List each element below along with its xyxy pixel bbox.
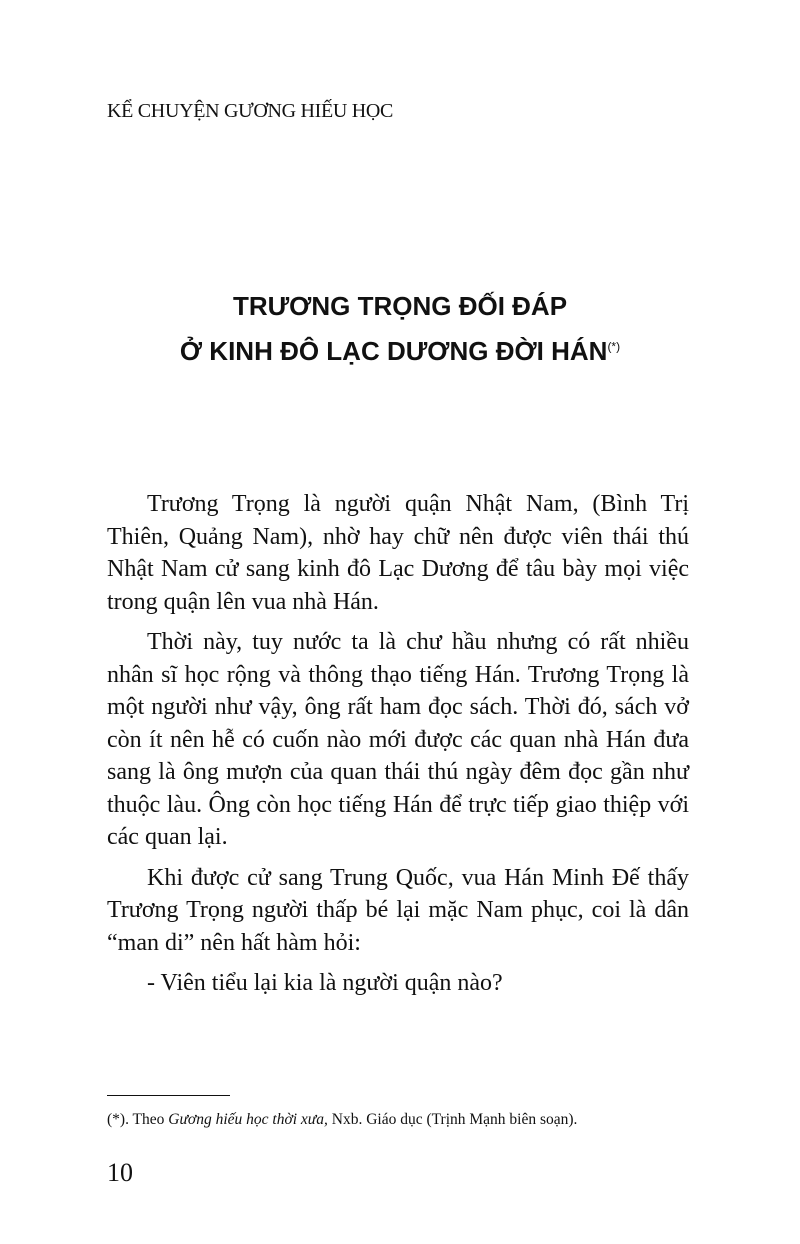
body-text	[107, 488, 689, 1008]
footnote-source-title: Gương hiếu học thời xưa,	[168, 1111, 328, 1128]
chapter-title-line-2	[0, 336, 800, 367]
paragraph-3: Khi được cử sang Trung Quốc, vua Hán Minh Đế thấy Trương Trọng người thấp bé lại mặc Nam phục, coi là dân “man di” nên hất hàm hỏi:	[107, 864, 689, 956]
running-header: KỂ CHUYỆN GƯƠNG HIẾU HỌC	[107, 100, 394, 122]
footnote-publisher: Nxb. Giáo dục (Trịnh Mạnh biên soạn).	[327, 1111, 578, 1128]
chapter-title-line-2-text: Ở KINH ĐÔ LẠC DƯƠNG ĐỜI HÁN	[179, 336, 608, 366]
chapter-title-line-1: TRƯƠNG TRỌNG ĐỐI ĐÁP	[232, 291, 568, 321]
page-number: 10	[107, 1158, 133, 1187]
title-footnote-marker: (*)	[607, 339, 621, 354]
paragraph-2: Thời này, tuy nước ta là chư hầu nhưng có rất nhiều nhân sĩ học rộng và thông thạo tiếng Hán. Trương Trọng là một người như vậy, ông rất ham đọc sách. Thời đó, sách vở còn ít nên hễ có cuốn nào mới được các quan nhà Hán đưa sang là ông mượn của quan thái thú ngày đêm đọc gần như thuộc làu. Ông còn học tiếng Hán để trực tiếp giao thiệp với các quan lại.	[107, 629, 689, 850]
footnote	[107, 1111, 577, 1129]
paragraph-1: Trương Trọng là người quận Nhật Nam, (Bình Trị Thiên, Quảng Nam), nhờ hay chữ nên được viên thái thú Nhật Nam cử sang kinh đô Lạc Dương để tâu bày mọi việc trong quận lên vua nhà Hán.	[107, 491, 689, 615]
footnote-marker: (*). Theo	[107, 1111, 169, 1128]
paragraph-4: - Viên tiểu lại kia là người quận nào?	[147, 970, 503, 996]
footnote-divider	[107, 1095, 230, 1096]
